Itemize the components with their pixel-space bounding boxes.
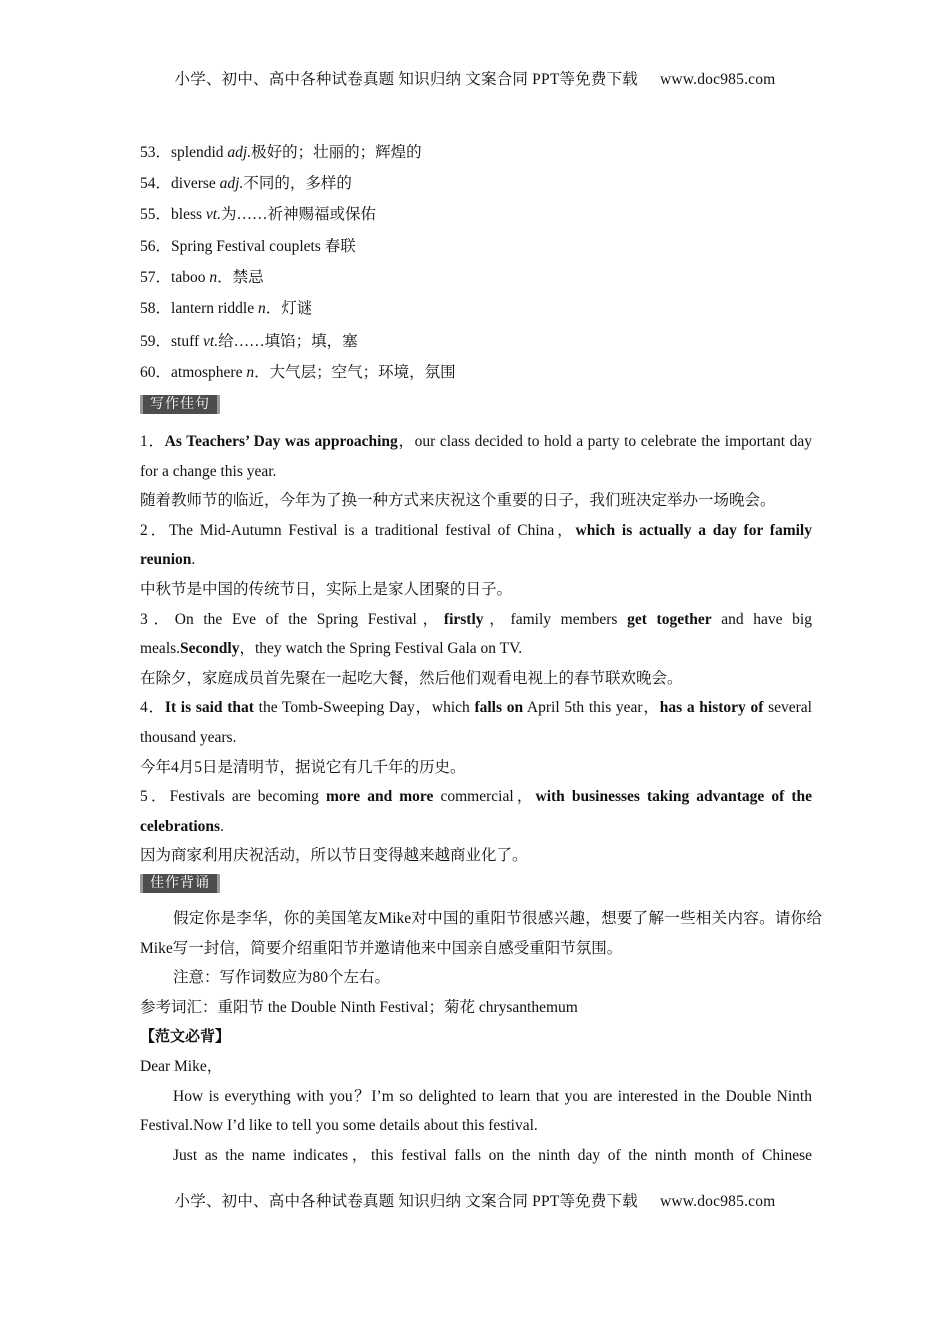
sentence-1-translation: 随着教师节的临近，今年为了换一种方式来庆祝这个重要的日子，我们班决定举办一场晚会。 <box>140 492 776 510</box>
footer-text: 小学、初中、高中各种试卷真题 知识归纳 文案合同 PPT等免费下载 <box>174 1193 638 1210</box>
sentence-3: 3．On the Eve of the Spring Festival，firstly，family members get together and have big meals.Secondly，they watch the Spring Festival Gala on TV. <box>140 610 812 658</box>
task-paragraph: 假定你是李华，你的美国笔友Mike对中国的重阳节很感兴趣，想要了解一些相关内容。请你给Mike写一封信，简要介绍重阳节并邀请他来中国亲自感受重阳节氛围。 <box>140 910 822 957</box>
vocab-item: 60．atmosphere n．大气层；空气；环境，氛围 <box>140 363 456 381</box>
section-badge-writing: 写作佳句 <box>140 395 220 414</box>
sentence-5: 5．Festivals are becoming more and more commercial，with businesses taking advantage of the celebrations. <box>140 788 812 835</box>
sentence-3-translation: 在除夕，家庭成员首先聚在一起吃大餐，然后他们观看电视上的春节联欢晚会。 <box>140 669 683 687</box>
header-text: 小学、初中、高中各种试卷真题 知识归纳 文案合同 PPT等免费下载 <box>174 71 638 88</box>
task-vocab: 参考词汇：重阳节 the Double Ninth Festival；菊花 chrysanthemum <box>140 998 578 1016</box>
model-heading: 【范文必背】 <box>140 1027 231 1046</box>
vocab-item: 55．bless vt.为……祈神赐福或保佑 <box>140 205 376 223</box>
footer-site: www.doc985.com <box>659 1193 776 1210</box>
vocab-item: 56．Spring Festival couplets 春联 <box>140 238 356 256</box>
writing-sentences-section <box>140 391 812 871</box>
vocab-item: 57．taboo n．禁忌 <box>140 269 264 287</box>
page-footer <box>0 1189 950 1211</box>
model-essay-section <box>140 870 822 1170</box>
page-header <box>0 67 950 89</box>
header-site: www.doc985.com <box>659 71 776 88</box>
letter-paragraph-1: How is everything with you？I’m so delighted to learn that you are interested in the Double Ninth Festival.Now I’d like to tell you some details about this festival. <box>140 1087 812 1135</box>
task-note: 注意：写作词数应为80个左右。 <box>173 969 391 987</box>
sentence-4-translation: 今年4月5日是清明节，据说它有几千年的历史。 <box>140 758 466 776</box>
section-badge-model: 佳作背诵 <box>140 874 220 893</box>
sentence-2: 2．The Mid-Autumn Festival is a traditional festival of China，which is actually a day for family reunion. <box>140 521 812 569</box>
sentence-4: 4．It is said that the Tomb-Sweeping Day，which falls on April 5th this year，has a history of several thousand years. <box>140 699 812 746</box>
vocab-item: 54．diverse adj.不同的，多样的 <box>140 174 352 192</box>
vocab-item: 58．lantern riddle n．灯谜 <box>140 300 313 318</box>
sentence-1: 1．As Teachers’ Day was approaching，our class decided to hold a party to celebrate the important day for a change this year. <box>140 433 812 480</box>
vocab-item: 59．stuff vt.给……填馅；填，塞 <box>140 332 358 350</box>
vocab-item: 53．splendid adj.极好的；壮丽的；辉煌的 <box>140 144 422 161</box>
letter-paragraph-2: Just as the name indicates，this festival falls on the ninth day of the ninth month of Chinese <box>173 1146 812 1164</box>
sentence-5-translation: 因为商家利用庆祝活动，所以节日变得越来越商业化了。 <box>140 847 528 865</box>
vocab-list <box>140 138 812 389</box>
letter-salutation: Dear Mike， <box>140 1057 223 1075</box>
sentence-2-translation: 中秋节是中国的传统节日，实际上是家人团聚的日子。 <box>140 580 513 598</box>
